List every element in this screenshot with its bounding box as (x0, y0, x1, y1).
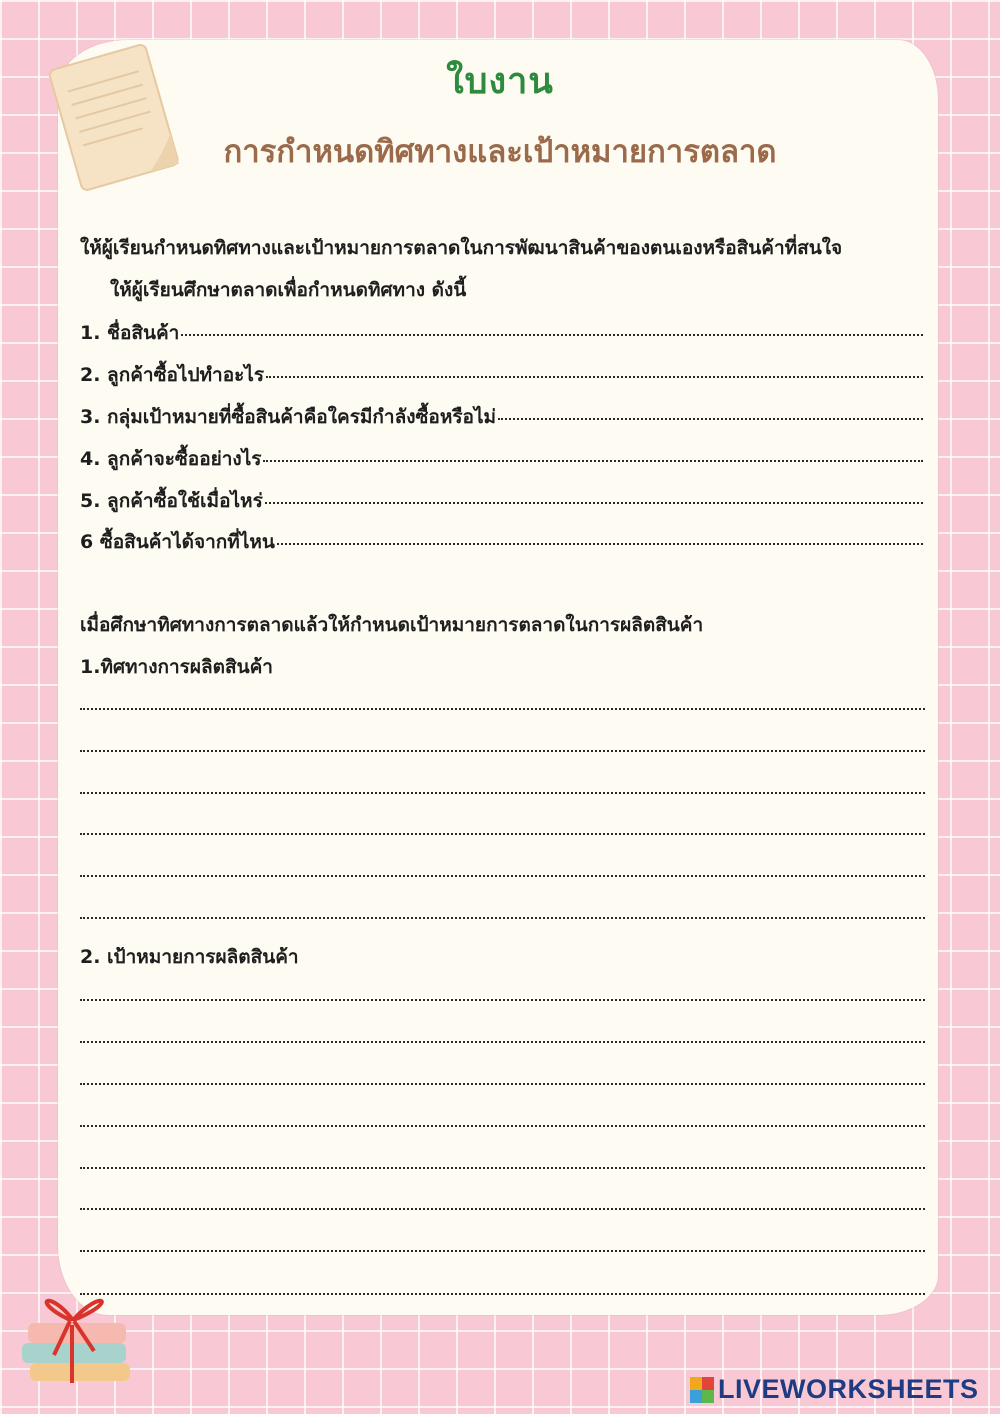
books-ribbon-icon (10, 1285, 140, 1395)
answer-line[interactable] (80, 708, 925, 710)
question-label: 5. ลูกค้าซื้อใช้เมื่อไหร่ (80, 490, 263, 512)
answer-field[interactable] (266, 374, 923, 378)
answer-line[interactable] (80, 875, 925, 877)
logo-text: LIVEWORKSHEETS (718, 1374, 979, 1404)
answer-line[interactable] (80, 917, 925, 919)
worksheet-subtitle: การกำหนดทิศทางและเป้าหมายการตลาด (223, 134, 777, 170)
answer-line[interactable] (80, 792, 925, 794)
answer-line[interactable] (80, 1167, 925, 1169)
question-row-3[interactable] (80, 402, 923, 432)
answer-field[interactable] (263, 458, 923, 462)
question-label: 3. กลุ่มเป้าหมายที่ซื้อสินค้าคือใครมีกำลังซื้อหรือไม่ (80, 406, 497, 428)
instruction-line-1: ให้ผู้เรียนกำหนดทิศทางและเป้าหมายการตลาดในการพัฒนาสินค้าของตนเองหรือสินค้าที่สนใจ (80, 237, 843, 259)
part-1-heading: 1.ทิศทางการผลิตสินค้า (80, 656, 273, 678)
section-intro: เมื่อศึกษาทิศทางการตลาดแล้วให้กำหนดเป้าหมายการตลาดในการผลิตสินค้า (80, 614, 704, 636)
worksheet-title: ใบงาน (446, 61, 554, 102)
question-row-2[interactable] (80, 360, 923, 390)
question-label: 1. ชื่อสินค้า (80, 322, 180, 344)
answer-line[interactable] (80, 1293, 925, 1295)
answer-line[interactable] (80, 1083, 925, 1085)
question-row-5[interactable] (80, 486, 923, 516)
instruction-line-2: ให้ผู้เรียนศึกษาตลาดเพื่อกำหนดทิศทาง ดังนี้ (110, 279, 467, 301)
liveworksheets-logo-icon (690, 1377, 714, 1403)
question-row-4[interactable] (80, 444, 923, 474)
question-row-6[interactable] (80, 527, 923, 557)
answer-line[interactable] (80, 1125, 925, 1127)
question-label: 6 ซื้อสินค้าได้จากที่ไหน (80, 531, 275, 553)
answer-field[interactable] (498, 416, 923, 420)
answer-line[interactable] (80, 999, 925, 1001)
answer-field[interactable] (277, 541, 923, 545)
question-label: 2. ลูกค้าซื้อไปทำอะไร (80, 364, 265, 386)
answer-field[interactable] (181, 332, 923, 336)
answer-line[interactable] (80, 1208, 925, 1210)
question-label: 4. ลูกค้าจะซื้ออย่างไร (80, 448, 262, 470)
part-2-heading: 2. เป้าหมายการผลิตสินค้า (80, 946, 299, 968)
liveworksheets-logo[interactable] (690, 1374, 979, 1405)
answer-line[interactable] (80, 1041, 925, 1043)
answer-line[interactable] (80, 833, 925, 835)
answer-field[interactable] (265, 500, 923, 504)
answer-line[interactable] (80, 750, 925, 752)
question-row-1[interactable] (80, 318, 923, 348)
answer-line[interactable] (80, 1250, 925, 1252)
